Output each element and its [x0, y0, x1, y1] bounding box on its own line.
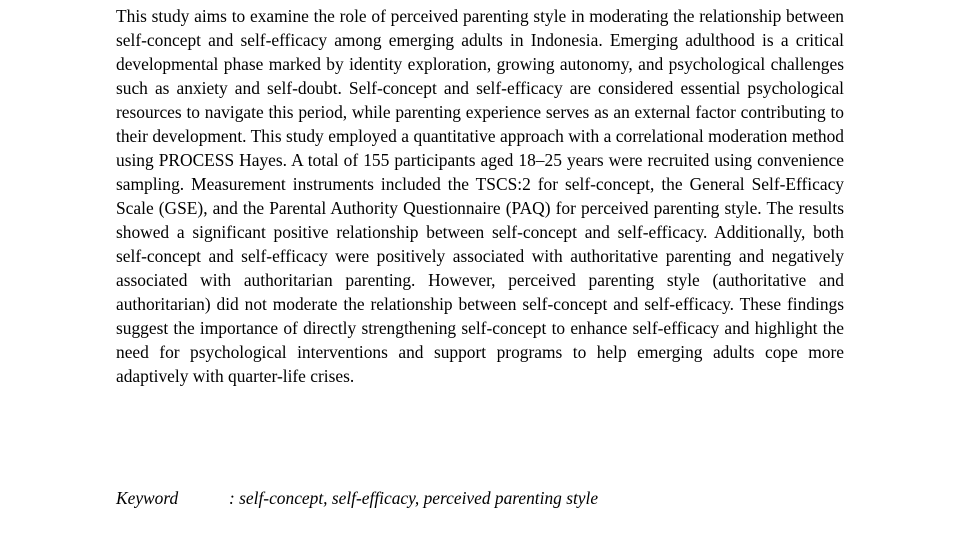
keyword-row — [116, 486, 844, 510]
keyword-label: Keyword — [116, 488, 179, 508]
keyword-values: : self-concept, self-efficacy, perceived parenting style — [229, 488, 599, 508]
abstract-paragraph: This study aims to examine the role of perceived parenting style in moderating the relationship between self-concept and self-efficacy among emerging adults in Indonesia. Emerging adulthood is a critical developmental phase marked by identity exploration, growing autonomy, and psychological challenges such as anxiety and self-doubt. Self-concept and self-efficacy are considered essential psychological resources to navigate this period, while parenting experience serves as an external factor contributing to their development. This study employed a quantitative approach with a correlational moderation method using PROCESS Hayes. A total of 155 participants aged 18–25 years were recruited using convenience sampling. Measurement instruments included the TSCS:2 for self-concept, the General Self-Efficacy Scale (GSE), and the Parental Authority Questionnaire (PAQ) for perceived parenting style. The results showed a significant positive relationship between self-concept and self-efficacy. Additionally, both self-concept and self-efficacy were positively associated with authoritative parenting and negatively associated with authoritarian parenting. However, perceived parenting style (authoritative and authoritarian) did not moderate the relationship between self-concept and self-efficacy. These findings suggest the importance of directly strengthening self-concept to enhance self-efficacy and highlight the need for psychological interventions and support programs to help emerging adults cope more adaptively with quarter-life crises. — [116, 6, 844, 386]
